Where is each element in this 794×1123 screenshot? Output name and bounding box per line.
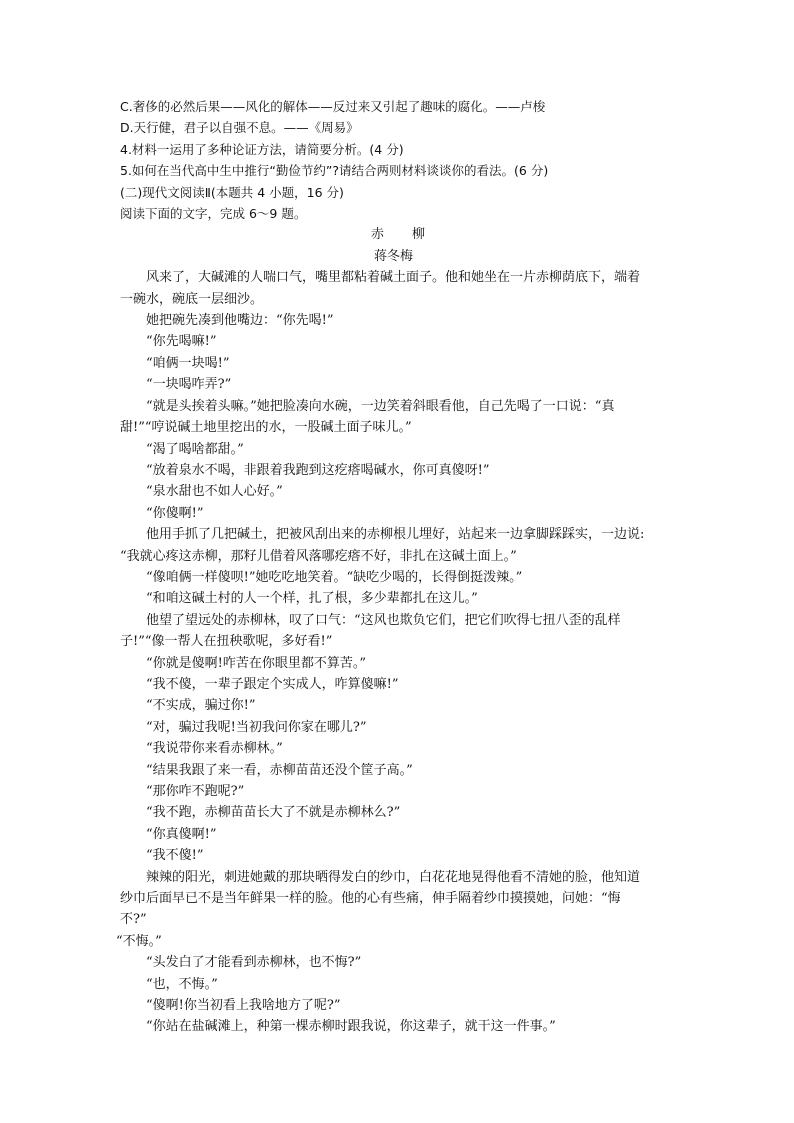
article-title-part-1: 赤 [370, 227, 384, 243]
paragraph-line: 不?” [120, 912, 147, 928]
option-d: D.天行健，君子以自强不息。——《周易》 [120, 120, 359, 136]
paragraph-line: 他望了望远处的赤柳林，叹了口气：“这风也欺负它们，把它们吹得七扭八歪的乱样 [146, 612, 621, 628]
article-author: 蒋冬梅 [374, 248, 414, 264]
article-title-part-2: 柳 [412, 227, 426, 243]
paragraph-line: 她把碗先凑到他嘴边：“你先喝!” [146, 313, 334, 329]
paragraph-line: “我不跑，赤柳苗苗长大了不就是赤柳林么?” [146, 805, 401, 821]
paragraph-line: 甜!”“哼说碱土地里挖出的水，一股碱土面子味儿。” [120, 420, 412, 436]
question-4: 4.材料一运用了多种论证方法，请简要分析。(4 分) [120, 141, 404, 157]
paragraph-line: “我不傻!” [146, 848, 204, 864]
paragraph-line: “像咱俩一样傻呗!”她吃吃地笑着。“缺吃少喝的，长得倒挺泼辣。” [146, 569, 523, 585]
paragraph-line: “也，不悔。” [146, 976, 218, 992]
article-title [120, 224, 676, 245]
paragraph-line: “你真傻啊!” [146, 826, 217, 842]
paragraph-line: “那你咋不跑呢?” [146, 784, 245, 799]
paragraph-line: “和咱这碱土村的人一个样，扎了根，多少辈都扎在这儿。” [146, 591, 478, 607]
section-heading: (二)现代文阅读Ⅱ(本题共 4 小题，16 分) [120, 184, 344, 200]
paragraph-line: “不悔。” [116, 933, 162, 949]
paragraph-line: “你傻啊!” [146, 505, 204, 521]
paragraph-line: 子!”“像一帮人在扭秧歌呢，多好看!” [120, 634, 333, 650]
paragraph-line: “渴了喝啥都甜。” [146, 441, 244, 457]
paragraph-line: 辣辣的阳光，刺进她戴的那块晒得发白的纱巾，白花花地晃得他看不清她的脸，他知道 [146, 869, 641, 885]
document-page [116, 96, 676, 1038]
paragraph-line: “我不傻，一辈子跟定个实成人，咋算傻嘛!” [146, 676, 399, 692]
paragraph-line: “你就是傻啊!咋苦在你眼里都不算苦。” [146, 655, 367, 671]
paragraph-line: 一碗水，碗底一层细沙。 [120, 291, 264, 307]
paragraph-line: “我说带你来看赤柳林。” [146, 741, 283, 757]
paragraph-line: “不实成，骗过你!” [146, 698, 256, 714]
question-5: 5.如何在当代高中生中推行“勤俭节约”?请结合两则材料谈谈你的看法。(6 分) [120, 163, 549, 179]
paragraph-line: 纱巾后面早已不是当年鲜果一样的脸。他的心有些痛，伸手隔着纱巾摸摸她，问她：“悔 [120, 891, 621, 907]
paragraph-line: 风来了，大碱滩的人喘口气，嘴里都粘着碱土面子。他和她坐在一片赤柳荫底下，端着 [146, 270, 641, 286]
option-c: C.奢侈的必然后果——风化的解体——反过来又引起了趣味的腐化。——卢梭 [120, 99, 546, 114]
paragraph-line: “结果我跟了来一看，赤柳苗苗还没个筐子高。” [146, 762, 413, 778]
paragraph-line: “对，骗过我呢!当初我问你家在哪儿?” [146, 719, 367, 735]
paragraph-line: “你先喝嘛!” [146, 334, 217, 350]
paragraph-line: “就是头挨着头嘛。”她把脸凑向水碗，一边笑着斜眼看他，自己先喝了一口说：“真 [146, 398, 615, 414]
reading-instruction: 阅读下面的文字，完成 6～9 题。 [120, 206, 307, 222]
paragraph-line: “我就心疼这赤柳，那籽儿借着风落哪疙瘩不好，非扎在这碱土面上。” [120, 548, 517, 564]
paragraph-line: “一块喝咋弄?” [146, 377, 232, 393]
paragraph-line: “泉水甜也不如人心好。” [146, 484, 283, 500]
paragraph-line: 他用手抓了几把碱土，把被风刮出来的赤柳根儿埋好，站起来一边拿脚踩踩实，一边说: [146, 527, 645, 543]
paragraph-line: “头发白了才能看到赤柳林，也不悔?” [146, 955, 362, 971]
paragraph-line: “咱俩一块喝!” [146, 355, 230, 371]
paragraph-line: “你站在盐碱滩上，种第一棵赤柳时跟我说，你这辈子，就干这一件事。” [146, 1019, 556, 1035]
paragraph-line: “傻啊!你当初看上我啥地方了呢?” [146, 998, 341, 1014]
paragraph-line: “放着泉水不喝，非跟着我跑到这疙瘩喝碱水，你可真傻呀!” [146, 462, 490, 478]
